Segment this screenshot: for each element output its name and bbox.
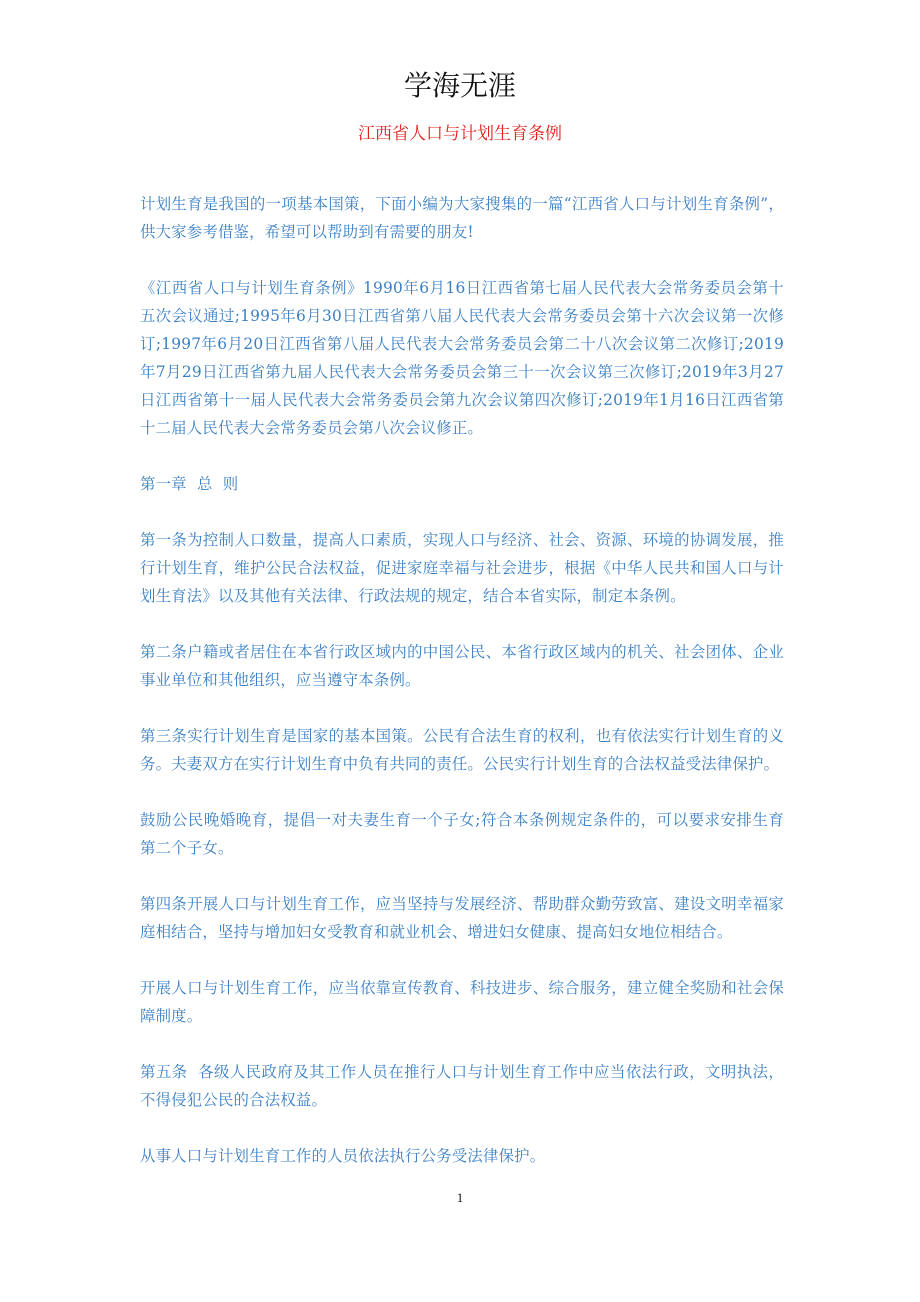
- document-title: 江西省人口与计划生育条例: [358, 124, 562, 144]
- article-1: 第一条为控制人口数量，提高人口素质，实现人口与经济、社会、资源、环境的协调发展，推行计划生育，维护公民合法权益，促进家庭幸福与社会进步，根据《中华人民共和国人口与计划生育法》以及其他有关法律、行政法规的规定，结合本省实际，制定本条例。: [140, 531, 784, 605]
- article-4: 第四条开展人口与计划生育工作，应当坚持与发展经济、帮助群众勤劳致富、建设文明幸福家庭相结合，坚持与增加妇女受教育和就业机会、增进妇女健康、提高妇女地位相结合。: [140, 895, 784, 941]
- chapter-heading: 第一章 总 则: [140, 475, 239, 493]
- article-5: 第五条 各级人民政府及其工作人员在推行人口与计划生育工作中应当依法行政，文明执法，不得侵犯公民的合法权益。: [140, 1063, 784, 1109]
- article-5-clause: 从事人口与计划生育工作的人员依法执行公务受法律保护。: [140, 1147, 546, 1165]
- article-3-clause: 鼓励公民晚婚晚育，提倡一对夫妻生育一个子女;符合本条例规定条件的，可以要求安排生育第二个子女。: [140, 811, 784, 857]
- paragraph-history: 《江西省人口与计划生育条例》1990年6月16日江西省第七届人民代表大会常务委员会第十五次会议通过;1995年6月30日江西省第八届人民代表大会常务委员会第十六次会议第一次修订;1997年6月20日江西省第八届人民代表大会常务委员会第二十八次会议第二次修订;2019年7月29日江西省第九届人民代表大会常务委员会第三十一次会议第三次修订;2019年3月27日江西省第十一届人民代表大会常务委员会第九次会议第四次修订;2019年1月16日江西省第十二届人民代表大会常务委员会第八次会议修正。: [140, 279, 784, 437]
- document-body: [140, 190, 784, 1198]
- article-2: 第二条户籍或者居住在本省行政区域内的中国公民、本省行政区域内的机关、社会团体、企业事业单位和其他组织，应当遵守本条例。: [140, 643, 784, 689]
- article-4-clause: 开展人口与计划生育工作，应当依靠宣传教育、科技进步、综合服务，建立健全奖励和社会保障制度。: [140, 979, 784, 1025]
- page-title: 学海无涯: [403, 69, 516, 102]
- paragraph-intro: 计划生育是我国的一项基本国策，下面小编为大家搜集的一篇“江西省人口与计划生育条例”，供大家参考借鉴，希望可以帮助到有需要的朋友!: [140, 195, 784, 241]
- article-3: 第三条实行计划生育是国家的基本国策。公民有合法生育的权利，也有依法实行计划生育的义务。夫妻双方在实行计划生育中负有共同的责任。公民实行计划生育的合法权益受法律保护。: [140, 727, 784, 773]
- page-number: 1: [456, 1190, 464, 1205]
